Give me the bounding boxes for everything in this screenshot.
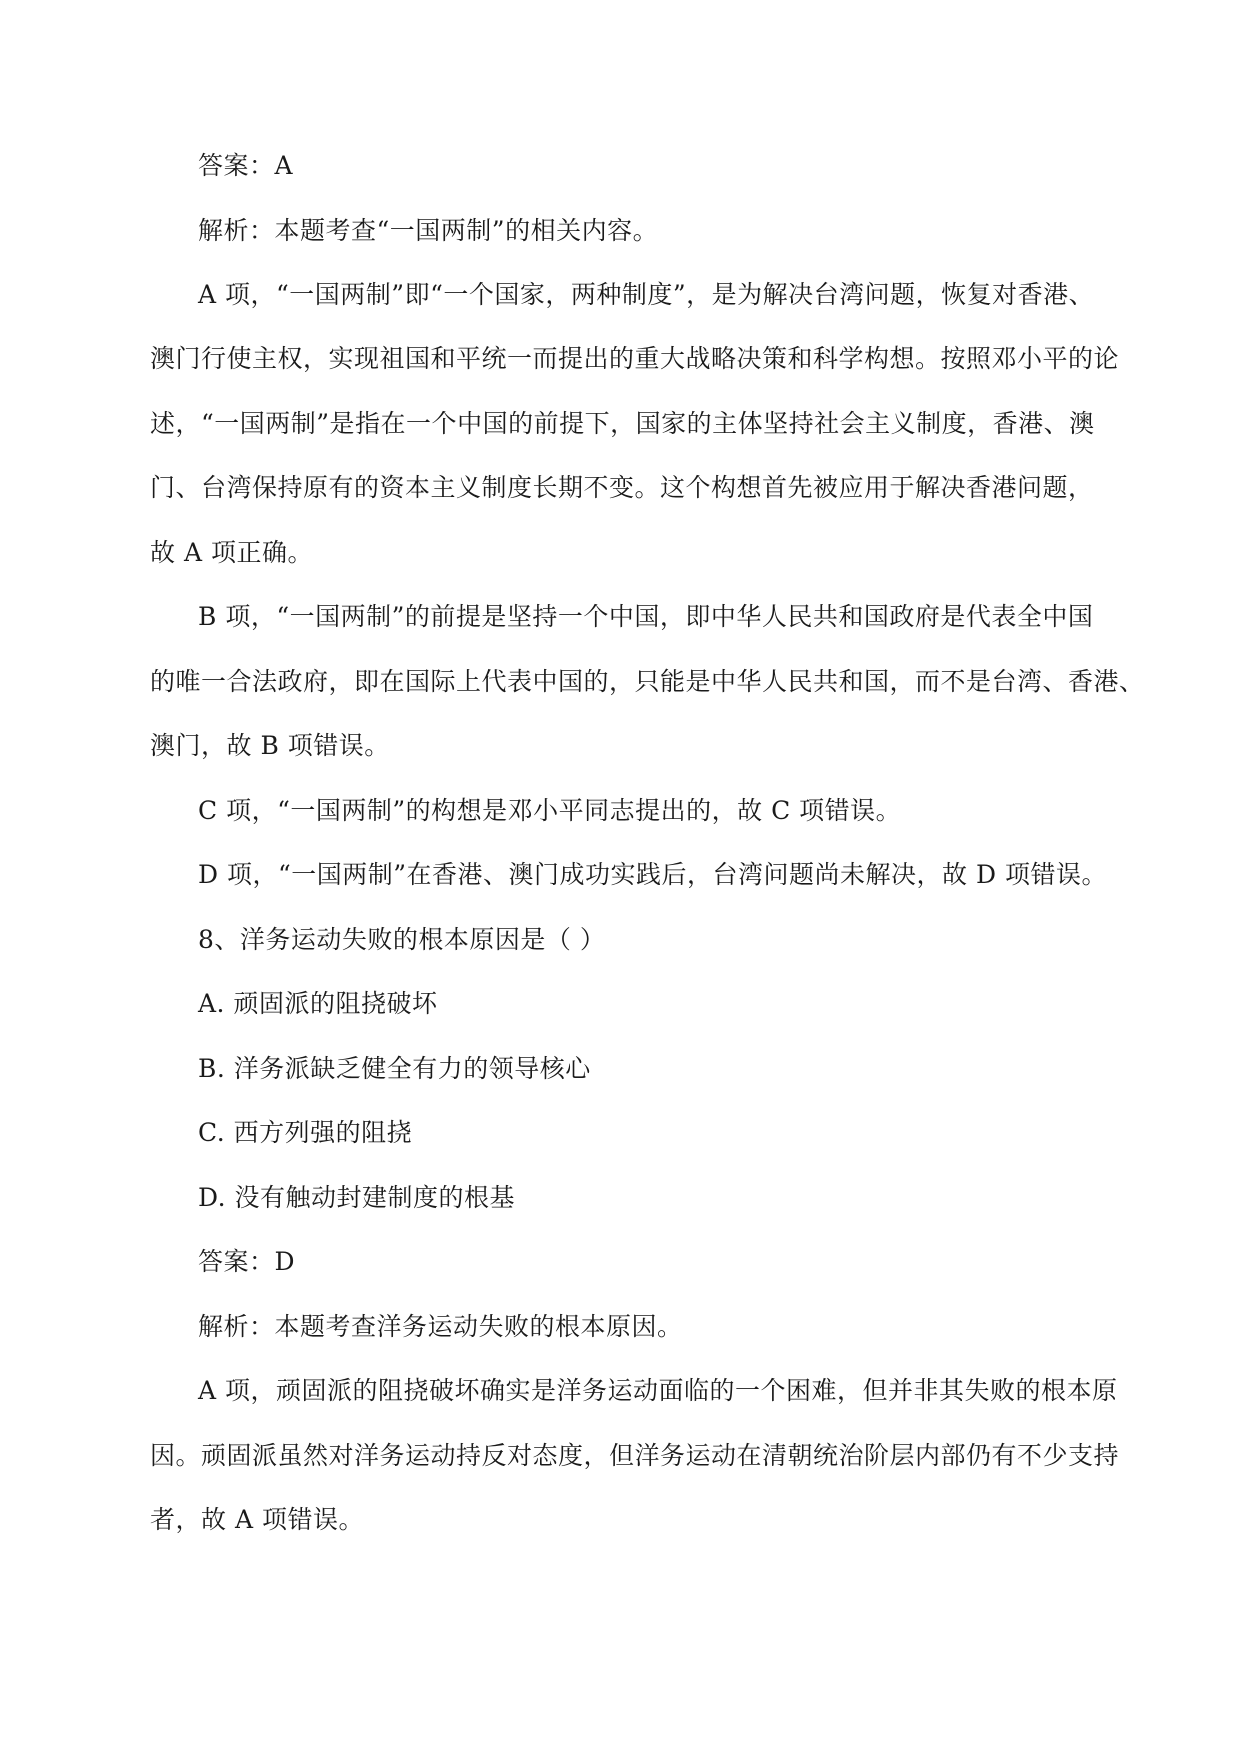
question-8: 8、洋务运动失败的根本原因是（ ） (198, 925, 606, 954)
analysis-a-line-5: 故 A 项正确。 (150, 538, 313, 567)
analysis-intro-q7: 解析：本题考查“一国两制”的相关内容。 (198, 216, 659, 245)
analysis-a-line-4: 门、台湾保持原有的资本主义制度长期不变。这个构想首先被应用于解决香港问题， (150, 473, 1094, 502)
analysis-q8-a-line-3: 者，故 A 项错误。 (150, 1505, 364, 1534)
analysis-b-line-2: 的唯一合法政府，即在国际上代表中国的，只能是中华人民共和国，而不是台湾、香港、 (150, 667, 1145, 696)
analysis-d-line: D 项，“一国两制”在香港、澳门成功实践后，台湾问题尚未解决，故 D 项错误。 (198, 860, 1107, 889)
analysis-b-line-3: 澳门，故 B 项错误。 (150, 731, 390, 760)
answer-line-q8: 答案：D (198, 1247, 296, 1276)
analysis-q8-a-line-2: 因。顽固派虽然对洋务运动持反对态度，但洋务运动在清朝统治阶层内部仍有不少支持 (150, 1441, 1120, 1470)
option-d: D. 没有触动封建制度的根基 (198, 1183, 516, 1212)
analysis-q8-a-line-1: A 项，顽固派的阻挠破坏确实是洋务运动面临的一个困难，但并非其失败的根本原 (198, 1376, 1118, 1405)
analysis-a-line-3: 述，“一国两制”是指在一个中国的前提下，国家的主体坚持社会主义制度，香港、澳 (150, 409, 1095, 438)
answer-line-q7: 答案：A (198, 151, 294, 180)
analysis-a-line-2: 澳门行使主权，实现祖国和平统一而提出的重大战略决策和科学构想。按照邓小平的论 (150, 344, 1120, 373)
option-b: B. 洋务派缺乏健全有力的领导核心 (198, 1054, 591, 1083)
option-c: C. 西方列强的阻挠 (198, 1118, 413, 1147)
analysis-intro-q8: 解析：本题考查洋务运动失败的根本原因。 (198, 1312, 683, 1341)
analysis-b-line-1: B 项，“一国两制”的前提是坚持一个中国，即中华人民共和国政府是代表全中国 (198, 602, 1094, 631)
analysis-c-line: C 项，“一国两制”的构想是邓小平同志提出的，故 C 项错误。 (198, 796, 902, 825)
analysis-a-line-1: A 项，“一国两制”即“一个国家，两种制度”，是为解决台湾问题，恢复对香港、 (198, 280, 1095, 309)
option-a: A. 顽固派的阻挠破坏 (198, 989, 438, 1018)
